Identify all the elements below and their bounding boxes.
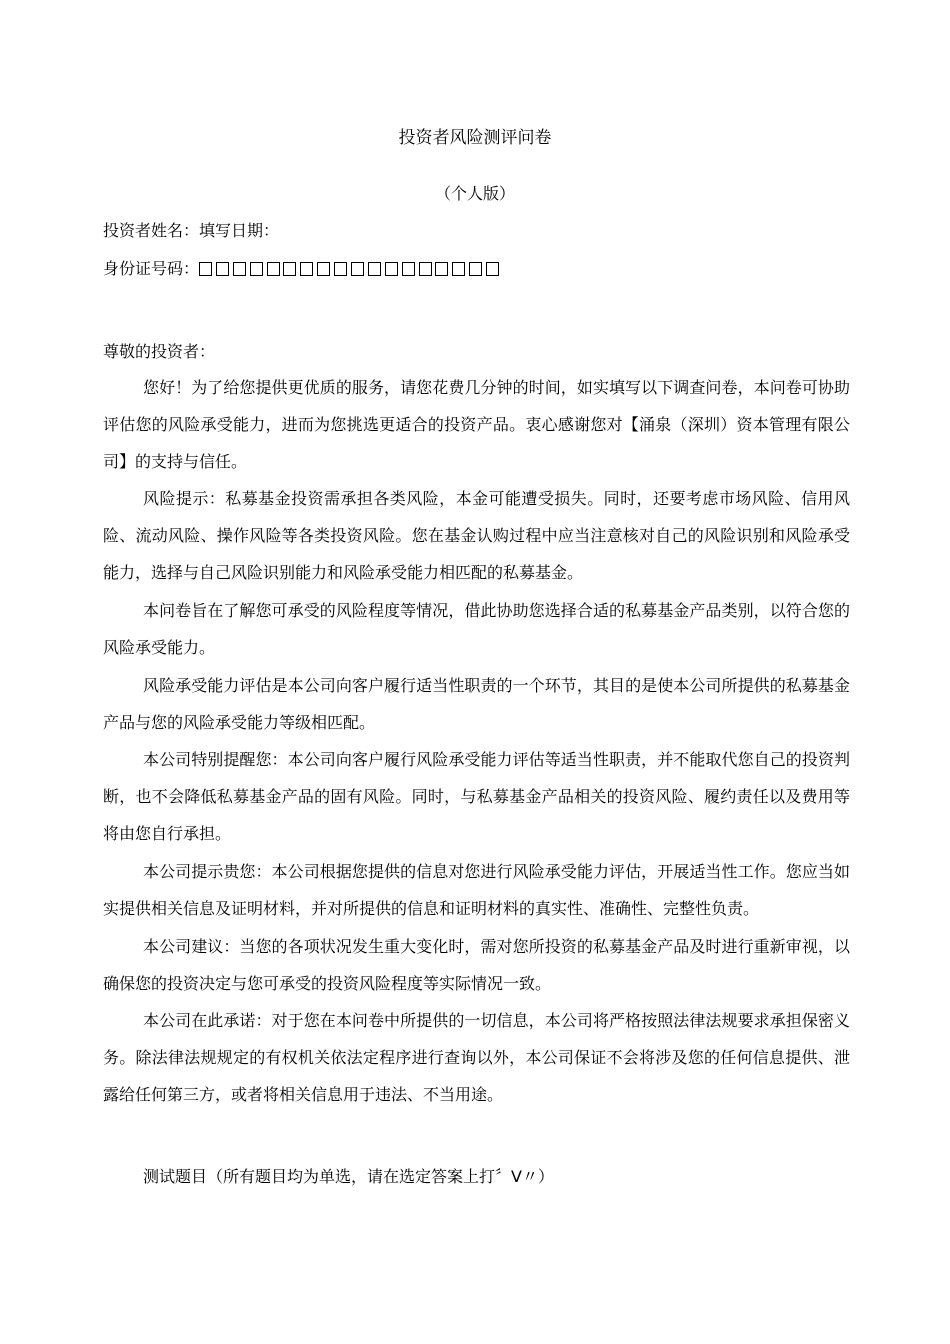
investor-name-label: 投资者姓名： — [103, 221, 200, 240]
id-digit-box[interactable] — [334, 262, 347, 276]
paragraph-assessment: 风险承受能力评估是本公司向客户履行适当性职责的一个环节，其目的是使本公司所提供的私募基金产品与您的风险承受能力等级相匹配。 — [103, 676, 850, 732]
id-digit-box[interactable] — [469, 262, 482, 276]
id-number-line — [103, 258, 503, 282]
id-digit-box[interactable] — [283, 262, 296, 276]
id-digit-box[interactable] — [233, 262, 246, 276]
id-digit-box[interactable] — [199, 262, 212, 276]
id-number-label: 身份证号码： — [103, 259, 200, 278]
paragraph-suggestion: 本公司建议：当您的各项状况发生重大变化时，需对您所投资的私募基金产品及时进行重新审视，以确保您的投资决定与您可承受的投资风险程度等实际情况一致。 — [103, 937, 850, 993]
id-digit-box[interactable] — [351, 262, 364, 276]
paragraph-purpose: 本问卷旨在了解您可承受的风险程度等情况，借此协助您选择合适的私募基金产品类别，以符合您的风险承受能力。 — [103, 601, 850, 657]
id-digit-box[interactable] — [486, 262, 499, 276]
salutation: 尊敬的投资者： — [103, 342, 216, 361]
id-digit-box[interactable] — [368, 262, 381, 276]
id-digit-box[interactable] — [250, 262, 263, 276]
paragraph-notice: 本公司提示贵您：本公司根据您提供的信息对您进行风险承受能力评估，开展适当性工作。您应当如实提供相关信息及证明材料，并对所提供的信息和证明材料的真实性、准确性、完整性负责。 — [103, 862, 850, 918]
id-digit-box[interactable] — [300, 262, 313, 276]
document-subtitle: （个人版） — [434, 184, 515, 203]
id-digit-box[interactable] — [452, 262, 465, 276]
id-number-boxes[interactable] — [199, 260, 503, 282]
id-digit-box[interactable] — [435, 262, 448, 276]
document-title: 投资者风险测评问卷 — [398, 128, 552, 148]
investor-info-line — [103, 220, 279, 242]
paragraph-greeting: 您好！为了给您提供更优质的服务，请您花费几分钟的时间，如实填写以下调查问卷，本问卷可协助评估您的风险承受能力，进而为您挑选更适合的投资产品。衷心感谢您对【涌泉（深圳）资本管理有限公司】的支持与信任。 — [103, 378, 850, 471]
id-digit-box[interactable] — [216, 262, 229, 276]
id-digit-box[interactable] — [402, 262, 415, 276]
paragraph-risk-warning: 风险提示：私募基金投资需承担各类风险，本金可能遭受损失。同时，还要考虑市场风险、信用风险、流动风险、操作风险等各类投资风险。您在基金认购过程中应当注意核对自己的风险识别和风险承受能力，选择与自己风险识别能力和风险承受能力相匹配的私募基金。 — [103, 489, 850, 582]
paragraph-reminder: 本公司特别提醒您：本公司向客户履行风险承受能力评估等适当性职责，并不能取代您自己的投资判断，也不会降低私募基金产品的固有风险。同时，与私募基金产品相关的投资风险、履约责任以及费用等将由您自行承担。 — [103, 750, 850, 843]
id-digit-box[interactable] — [385, 262, 398, 276]
id-digit-box[interactable] — [317, 262, 330, 276]
questions-heading: 测试题目（所有题目均为单选，请在选定答案上打〞V〃） — [143, 1167, 554, 1186]
fill-date-label: 填写日期： — [199, 221, 280, 240]
id-digit-box[interactable] — [267, 262, 280, 276]
paragraph-commitment: 本公司在此承诺：对于您在本问卷中所提供的一切信息，本公司将严格按照法律法规要求承担保密义务。除法律法规规定的有权机关依法定程序进行查询以外，本公司保证不会将涉及您的任何信息提供、泄露给任何第三方，或者将相关信息用于违法、不当用途。 — [103, 1011, 850, 1104]
id-digit-box[interactable] — [419, 262, 432, 276]
